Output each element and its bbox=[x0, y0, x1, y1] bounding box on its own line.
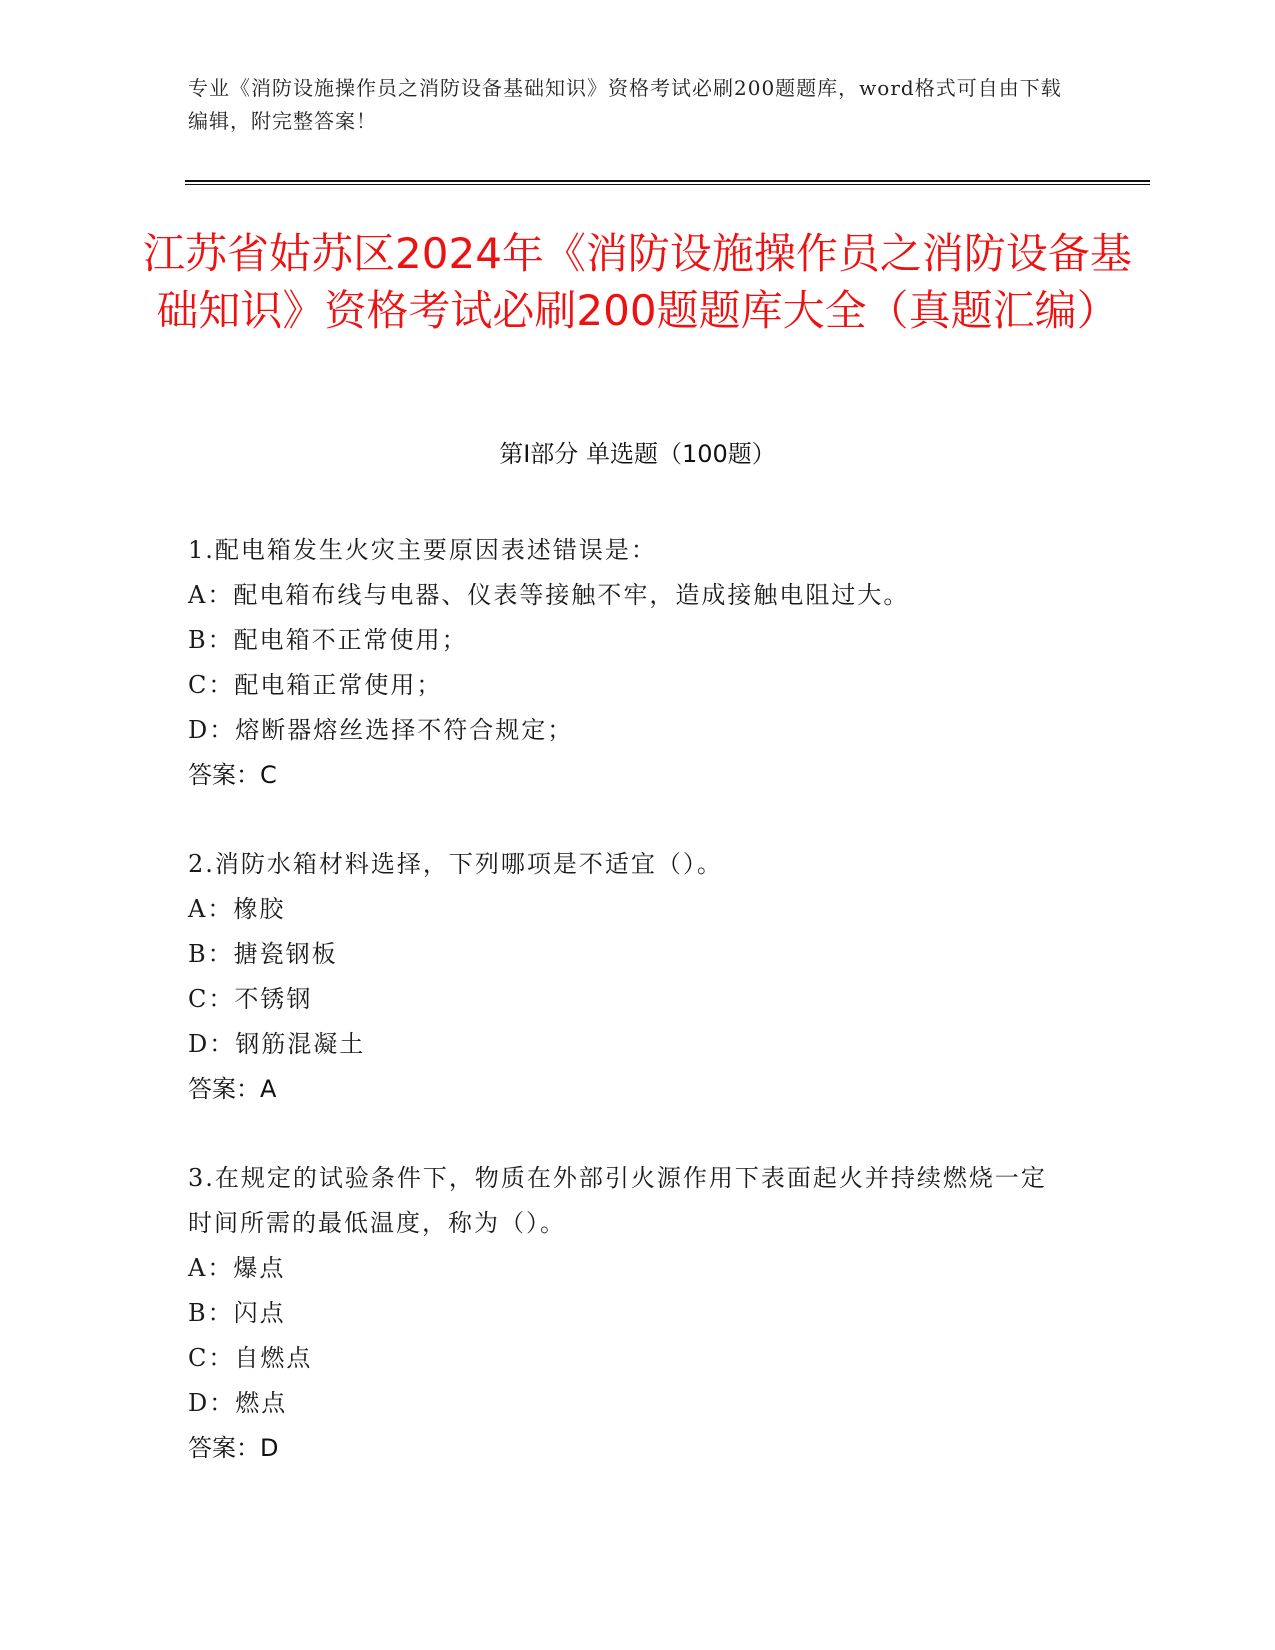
question-3 bbox=[188, 1156, 1068, 1471]
option-a: A：爆点 bbox=[188, 1254, 286, 1282]
answer: 答案：C bbox=[188, 761, 277, 789]
question-list bbox=[188, 528, 1068, 1515]
answer: 答案：D bbox=[188, 1434, 279, 1462]
option-a: A：橡胶 bbox=[188, 895, 286, 923]
question-1 bbox=[188, 528, 1068, 798]
header-divider-thin bbox=[185, 184, 1150, 185]
question-2 bbox=[188, 842, 1068, 1112]
document-title: 江苏省姑苏区2024年《消防设施操作员之消防设备基础知识》资格考试必刷200题题库大全（真题汇编） bbox=[143, 229, 1132, 335]
option-d: D：熔断器熔丝选择不符合规定； bbox=[188, 716, 574, 744]
option-b: B：闪点 bbox=[188, 1299, 286, 1327]
header-note: 专业《消防设施操作员之消防设备基础知识》资格考试必刷200题题库，word格式可自由下载编辑，附完整答案！ bbox=[188, 76, 1062, 133]
question-stem: 2.消防水箱材料选择，下列哪项是不适宜（）。 bbox=[188, 850, 723, 878]
option-d: D：燃点 bbox=[188, 1389, 288, 1417]
option-a: A：配电箱布线与电器、仪表等接触不牢，造成接触电阻过大。 bbox=[188, 581, 910, 609]
option-c: C：自燃点 bbox=[188, 1344, 313, 1372]
header-divider-thick bbox=[185, 180, 1150, 182]
option-c: C：配电箱正常使用； bbox=[188, 671, 443, 699]
question-stem: 1.配电箱发生火灾主要原因表述错误是： bbox=[188, 536, 657, 564]
question-stem: 3.在规定的试验条件下，物质在外部引火源作用下表面起火并持续燃烧一定时间所需的最低温度，称为（）。 bbox=[188, 1164, 1047, 1237]
section-heading: 第Ⅰ部分 单选题（100题） bbox=[499, 440, 776, 468]
option-b: B：搪瓷钢板 bbox=[188, 940, 338, 968]
option-b: B：配电箱不正常使用； bbox=[188, 626, 468, 654]
option-d: D：钢筋混凝土 bbox=[188, 1030, 366, 1058]
option-c: C：不锈钢 bbox=[188, 985, 313, 1013]
answer: 答案：A bbox=[188, 1075, 277, 1103]
